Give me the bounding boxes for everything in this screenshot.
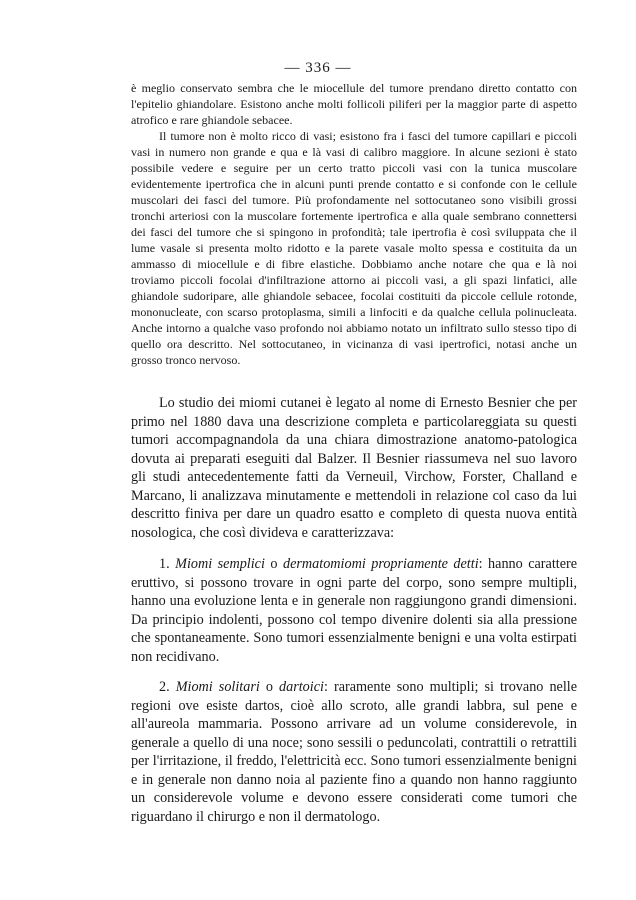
- section-histology: [131, 80, 577, 368]
- item-joiner: o: [270, 556, 278, 572]
- paragraph: Il tumore non è molto ricco di vasi; esistono fra i fasci del tumore capillari e piccoli vasi in numero non grande e qua e là vasi di calibro maggiore. In alcune sezioni è stato possibile vedere e seguire per un certo tratto piccoli vasi con la tunica muscolare evidentemente ipertrofica che in alcuni punti prende contatto e si confonde con le cellule muscolari dei fasci del tumore. Più profondamente nel sottocutaneo sono visibili grossi tronchi arteriosi con la muscolare fortemente ipertrofica e alla quale sembrano connettersi dei fasci del tumore che si spingono in profondità; tale ipertrofia è così sviluppata che il lume vasale si presenta molto ridotto e la parete vasale molto spessa e costituita da un ammasso di miocellule e di fibre elastiche. Dobbiamo anche notare che qua e là noi troviamo piccoli focolai d'infiltrazione attorno ai piccoli vasi, a gli spazi linfatici, alle ghiandole sudoripare, alle ghiandole sebacee, focolai costituiti da piccole cellule rotonde, mononucleate, con scarso protoplasma, simili a linfociti e da qualche cellula polinucleata. Anche intorno a qualche vaso profondo noi abbiamo notato un infiltrato sullo stesso tipo di quello ora descritto. Nel sottocutaneo, in vicinanza di vasi ipertrofici, notasi anche un grosso tronco nervoso.: [131, 129, 577, 367]
- paragraph: è meglio conservato sembra che le miocellule del tumore prendano diretto contatto con l'epitelio ghiandolare. Esistono anche molti follicoli piliferi per la maggior parte di aspetto atrofico e rare ghiandole sebacee.: [131, 81, 577, 127]
- item-text: : raramente sono multipli; si trovano nelle regioni ove esiste dartos, cioè allo scroto, alle grandi labbra, sul pene e all'aureola mammaria. Possono arrivare ad un volume considerevole, in generale a quello di una noce; sono sessili o peduncolati, contrattili o retrattili per l'irritazione, il freddo, l'elettricità ecc. Sono tumori essenzialmente benigni e in generale non danno noia al paziente fino a quando non hanno raggiunto un considerevole volume e devono essere considerati come tumori che riguardano il chirurgo e non il dermatologo.: [131, 679, 578, 825]
- list-item: [131, 555, 577, 666]
- item-title: Miomi solitari: [175, 679, 260, 695]
- list-item: [131, 678, 577, 826]
- item-text: : hanno carattere eruttivo, si possono trovare in ogni parte del corpo, sono sempre multipli, hanno una evoluzione lenta e in generale non raggiungono grandi dimensioni. Da principio indolenti, possono col tempo divenire dolenti sia alla pressione che spontaneamente. Sono tumori essenzialmente benigni e una volta estirpati non recidivano.: [131, 556, 578, 665]
- item-joiner: o: [265, 679, 273, 695]
- paragraph: Lo studio dei miomi cutanei è legato al nome di Ernesto Besnier che per primo nel 1880 dava una descrizione completa e particolareggiata su questi tumori accompagnandola da una chiara dimostrazione anatomo-patologica dovuta ai preparati eseguiti dal Balzer. Il Besnier riassumeva nel suo lavoro gli studi antecedentemente fatti da Verneuil, Virchow, Forster, Challand e Marcano, li analizzava minutamente e mettendoli in relazione col caso da lui descritto finiva per dare un quadro esatto e completo di questa nuova entità nosologica, che così divideva e caratterizzava:: [131, 395, 577, 541]
- section-history: [131, 394, 577, 826]
- page-number: — 336 —: [284, 60, 352, 76]
- item-title-alt: dartoici: [279, 679, 324, 695]
- item-number: 2.: [159, 679, 170, 695]
- item-title: Miomi semplici: [175, 556, 265, 572]
- item-title-alt: dermatomiomi propriamente detti: [283, 556, 479, 572]
- item-number: 1.: [159, 556, 170, 572]
